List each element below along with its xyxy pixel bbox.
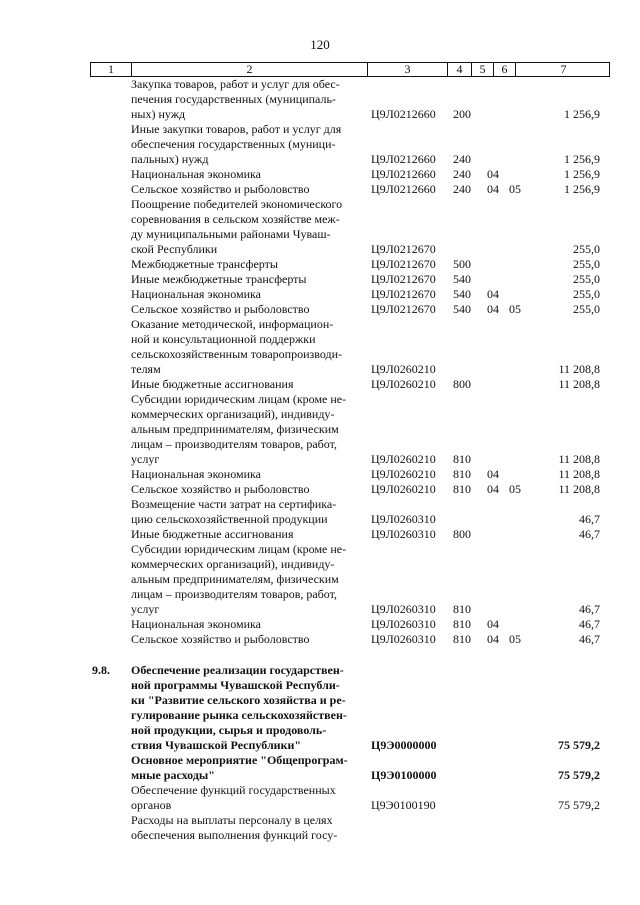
subsection-code: 05 <box>509 482 521 496</box>
page-number: 120 <box>310 37 330 52</box>
description-line: ных) нужд <box>131 107 186 121</box>
target-article-code: Ц9Л0260210 <box>371 482 436 496</box>
amount: 75 579,2 <box>558 768 600 782</box>
row-description <box>131 197 365 257</box>
expense-type-code: 810 <box>453 482 471 496</box>
amount: 255,0 <box>573 257 600 271</box>
description-line: Сельское хозяйство и рыболовство <box>131 182 310 196</box>
target-article-code: Ц9Л0212670 <box>371 242 436 256</box>
description-line: Иные межбюджетные трансферты <box>131 272 307 286</box>
table-row <box>0 542 640 617</box>
row-description <box>131 813 365 843</box>
table-row <box>0 783 640 813</box>
description-line: Обеспечение реализации государствен- <box>131 663 344 677</box>
target-article-code: Ц9Л0212670 <box>371 257 436 271</box>
row-description <box>131 257 365 272</box>
table-row <box>0 467 640 482</box>
row-description <box>131 272 365 287</box>
description-line: телям <box>131 362 161 376</box>
table-row <box>0 497 640 527</box>
description-line: Сельское хозяйство и рыболовство <box>131 302 310 316</box>
subsection-code: 05 <box>509 632 521 646</box>
amount: 1 256,9 <box>564 182 600 196</box>
description-line: ной и консультационной поддержки <box>131 332 316 346</box>
table-row <box>0 753 640 783</box>
amount: 1 256,9 <box>564 152 600 166</box>
description-line: Иные бюджетные ассигнования <box>131 527 294 541</box>
description-line: альным предпринимателям, физическим <box>131 422 339 436</box>
amount: 75 579,2 <box>558 738 600 752</box>
section-code: 04 <box>487 182 499 196</box>
expense-type-code: 800 <box>453 527 471 541</box>
section-code: 04 <box>487 617 499 631</box>
expense-type-code: 240 <box>453 182 471 196</box>
budget-table-body <box>0 77 640 843</box>
header-col-5: 5 <box>471 63 493 76</box>
description-line: Расходы на выплаты персоналу в целях <box>131 813 333 827</box>
row-description <box>131 753 365 783</box>
table-row <box>0 317 640 377</box>
target-article-code: Ц9Л0212670 <box>371 272 436 286</box>
description-line: печения государственных (муниципаль- <box>131 92 336 106</box>
target-article-code: Ц9Л0212670 <box>371 287 436 301</box>
amount: 11 208,8 <box>558 482 600 496</box>
expense-type-code: 810 <box>453 452 471 466</box>
expense-type-code: 810 <box>453 632 471 646</box>
table-row <box>0 287 640 302</box>
target-article-code: Ц9Л0260210 <box>371 362 436 376</box>
amount: 75 579,2 <box>558 798 600 812</box>
row-description <box>131 663 365 753</box>
header-col-4: 4 <box>447 63 471 76</box>
expense-type-code: 240 <box>453 167 471 181</box>
description-line: Сельское хозяйство и рыболовство <box>131 482 310 496</box>
amount: 46,7 <box>579 512 600 526</box>
table-row <box>0 257 640 272</box>
description-line: обеспечения государственных (муници- <box>131 137 336 151</box>
description-line: Межбюджетные трансферты <box>131 257 278 271</box>
description-line: сельскохозяйственным товаропроизводи- <box>131 347 342 361</box>
row-description <box>131 497 365 527</box>
description-line: альным предпринимателям, физическим <box>131 572 339 586</box>
amount: 46,7 <box>579 632 600 646</box>
row-description <box>131 377 365 392</box>
section-code: 04 <box>487 302 499 316</box>
description-line: услуг <box>131 602 160 616</box>
target-article-code: Ц9Л0260210 <box>371 467 436 481</box>
description-line: Закупка товаров, работ и услуг для обес- <box>131 77 340 91</box>
description-line: лицам – производителям товаров, работ, <box>131 587 337 601</box>
row-description <box>131 287 365 302</box>
description-line: ду муниципальными районами Чуваш- <box>131 227 331 241</box>
description-line: мные расходы" <box>131 768 215 782</box>
table-row <box>0 632 640 647</box>
expense-type-code: 540 <box>453 272 471 286</box>
header-col-2: 2 <box>131 63 367 76</box>
description-line: ной программы Чувашской Республи- <box>131 678 340 692</box>
description-line: гулирование рынка сельскохозяйствен- <box>131 708 347 722</box>
amount: 255,0 <box>573 302 600 316</box>
table-row <box>0 813 640 843</box>
table-row <box>0 392 640 467</box>
header-col-1: 1 <box>108 62 114 76</box>
expense-type-code: 810 <box>453 467 471 481</box>
description-line: Иные закупки товаров, работ и услуг для <box>131 122 342 136</box>
table-row <box>0 482 640 497</box>
description-line: Обеспечение функций государственных <box>131 783 336 797</box>
description-line: Субсидии юридическим лицам (кроме не- <box>131 542 347 556</box>
row-description <box>131 542 365 617</box>
amount: 11 208,8 <box>558 467 600 481</box>
description-line: Основное мероприятие "Общепрограм- <box>131 753 348 767</box>
header-col-6: 6 <box>493 63 515 76</box>
row-description <box>131 77 365 122</box>
target-article-code: Ц9Л0260310 <box>371 602 436 616</box>
row-description <box>131 783 365 813</box>
row-description <box>131 632 365 647</box>
description-line: соревнования в сельском хозяйстве меж- <box>131 212 340 226</box>
row-spacer <box>0 647 640 663</box>
description-line: органов <box>131 798 172 812</box>
amount: 46,7 <box>579 527 600 541</box>
description-line: Сельское хозяйство и рыболовство <box>131 632 310 646</box>
row-description <box>131 122 365 167</box>
description-line: Национальная экономика <box>131 467 261 481</box>
expense-type-code: 200 <box>453 107 471 121</box>
section-code: 04 <box>487 467 499 481</box>
section-code: 04 <box>487 632 499 646</box>
description-line: Национальная экономика <box>131 617 261 631</box>
description-line: коммерческих организаций), индивиду- <box>131 407 335 421</box>
expense-type-code: 500 <box>453 257 471 271</box>
description-line: Национальная экономика <box>131 167 261 181</box>
target-article-code: Ц9Э0000000 <box>371 738 437 752</box>
row-description <box>131 482 365 497</box>
description-line: лицам – производителям товаров, работ, <box>131 437 337 451</box>
table-row <box>0 272 640 287</box>
row-description <box>131 302 365 317</box>
amount: 255,0 <box>573 242 600 256</box>
row-description <box>131 317 365 377</box>
target-article-code: Ц9Л0260310 <box>371 617 436 631</box>
expense-type-code: 810 <box>453 602 471 616</box>
target-article-code: Ц9Л0260310 <box>371 632 436 646</box>
row-description <box>131 527 365 542</box>
expense-type-code: 800 <box>453 377 471 391</box>
table-row <box>0 377 640 392</box>
target-article-code: Ц9Л0260310 <box>371 527 436 541</box>
description-line: ки "Развитие сельского хозяйства и ре- <box>131 693 346 707</box>
expense-type-code: 810 <box>453 617 471 631</box>
amount: 11 208,8 <box>558 362 600 376</box>
row-description <box>131 392 365 467</box>
description-line: пальных) нужд <box>131 152 209 166</box>
expense-type-code: 540 <box>453 287 471 301</box>
table-row <box>0 122 640 167</box>
amount: 11 208,8 <box>558 377 600 391</box>
section-code: 04 <box>487 482 499 496</box>
description-line: Поощрение победителей экономического <box>131 197 343 211</box>
description-line: Национальная экономика <box>131 287 261 301</box>
table-row <box>0 617 640 632</box>
amount: 11 208,8 <box>558 452 600 466</box>
header-col-7: 7 <box>515 63 611 76</box>
description-line: Оказание методической, информацион- <box>131 317 334 331</box>
header-col-3: 3 <box>367 63 447 76</box>
amount: 255,0 <box>573 287 600 301</box>
target-article-code: Ц9Л0260210 <box>371 452 436 466</box>
row-description <box>131 182 365 197</box>
description-line: цию сельскохозяйственной продукции <box>131 512 328 526</box>
table-header <box>90 62 610 77</box>
target-article-code: Ц9Э0100000 <box>371 768 437 782</box>
target-article-code: Ц9Л0212660 <box>371 167 436 181</box>
table-row <box>0 197 640 257</box>
table-row <box>0 182 640 197</box>
section-code: 04 <box>487 287 499 301</box>
expense-type-code: 240 <box>453 152 471 166</box>
description-line: коммерческих организаций), индивиду- <box>131 557 335 571</box>
description-line: Иные бюджетные ассигнования <box>131 377 294 391</box>
description-line: Субсидии юридическим лицам (кроме не- <box>131 392 347 406</box>
row-description <box>131 467 365 482</box>
description-line: Возмещение части затрат на сертифика- <box>131 497 337 511</box>
row-description <box>131 167 365 182</box>
target-article-code: Ц9Л0260310 <box>371 512 436 526</box>
amount: 255,0 <box>573 272 600 286</box>
amount: 1 256,9 <box>564 107 600 121</box>
subsection-code: 05 <box>509 302 521 316</box>
amount: 46,7 <box>579 602 600 616</box>
subsection-code: 05 <box>509 182 521 196</box>
amount: 1 256,9 <box>564 167 600 181</box>
table-row <box>0 663 640 753</box>
description-line: ствия Чувашской Республики" <box>131 738 302 752</box>
target-article-code: Ц9Л0212660 <box>371 182 436 196</box>
description-line: ской Республики <box>131 242 218 256</box>
description-line: ной продукции, сырья и продоволь- <box>131 723 327 737</box>
table-row <box>0 167 640 182</box>
table-row <box>0 77 640 122</box>
target-article-code: Ц9Л0212660 <box>371 152 436 166</box>
table-row <box>0 302 640 317</box>
section-number: 9.8. <box>92 663 110 677</box>
target-article-code: Ц9Э0100190 <box>371 798 436 812</box>
row-description <box>131 617 365 632</box>
section-code: 04 <box>487 167 499 181</box>
target-article-code: Ц9Л0260210 <box>371 377 436 391</box>
amount: 46,7 <box>579 617 600 631</box>
target-article-code: Ц9Л0212670 <box>371 302 436 316</box>
table-row <box>0 527 640 542</box>
expense-type-code: 540 <box>453 302 471 316</box>
target-article-code: Ц9Л0212660 <box>371 107 436 121</box>
description-line: обеспечения выполнения функций госу- <box>131 828 338 842</box>
description-line: услуг <box>131 452 160 466</box>
